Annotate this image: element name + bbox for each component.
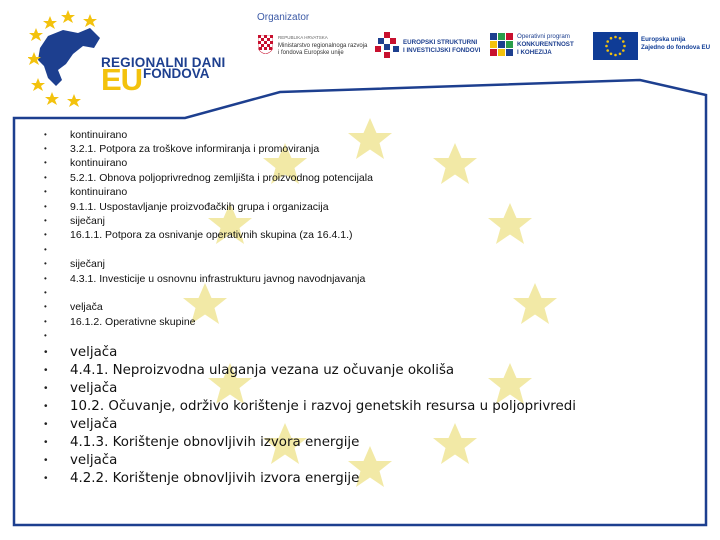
bullet-icon: • bbox=[44, 455, 48, 466]
list-item: veljača bbox=[70, 345, 118, 360]
list-item: 16.1.1. Potpora za osnivanje operativnih skupina (za 16.4.1.) bbox=[70, 229, 353, 241]
bullet-icon: • bbox=[44, 245, 47, 254]
list-item: veljača bbox=[70, 301, 103, 313]
ministry-country: REPUBLIKA HRVATSKA bbox=[278, 35, 328, 40]
bullet-icon: • bbox=[44, 419, 48, 430]
bullet-icon: • bbox=[44, 173, 47, 182]
list-item: veljača bbox=[70, 453, 118, 468]
opk-line1: Operativni program bbox=[517, 33, 570, 40]
opk-mosaic-icon bbox=[490, 33, 514, 57]
esif-line2: I INVESTICIJSKI FONDOVI bbox=[403, 47, 481, 54]
list-item: veljača bbox=[70, 381, 118, 396]
bullet-icon: • bbox=[44, 317, 47, 326]
list-item: 4.1.3. Korištenje obnovljivih izvora energije bbox=[70, 435, 360, 450]
header bbox=[0, 0, 720, 120]
bullet-icon: • bbox=[44, 383, 48, 394]
esif-line1: EUROPSKI STRUKTURNI bbox=[403, 39, 478, 46]
opk-line2: KONKURENTNOST bbox=[517, 41, 574, 48]
logo-title: REGIONALNI DANI bbox=[101, 55, 226, 70]
list-item: kontinuirano bbox=[70, 157, 128, 169]
bullet-icon: • bbox=[44, 230, 47, 239]
list-item: siječanj bbox=[70, 215, 106, 227]
esif-logo bbox=[373, 30, 483, 60]
bullet-icon: • bbox=[44, 274, 47, 283]
list-item: 3.2.1. Potpora za troškove informiranja i promoviranja bbox=[70, 143, 320, 155]
logo-eu: EU bbox=[101, 62, 143, 97]
esif-mosaic-icon bbox=[375, 32, 401, 58]
eu-line1: Europska unija bbox=[641, 36, 686, 43]
bullet-icon: • bbox=[44, 158, 47, 167]
ministry-logo bbox=[258, 34, 370, 60]
opk-line3: I KOHEZIJA bbox=[517, 49, 552, 56]
list-item: 16.1.2. Operativne skupine bbox=[70, 316, 196, 328]
bullet-icon: • bbox=[44, 401, 48, 412]
opk-logo bbox=[490, 30, 590, 60]
bullet-icon: • bbox=[44, 288, 47, 297]
list-item: 9.1.1. Uspostavljanje proizvođačkih grupa i organizacija bbox=[70, 201, 329, 213]
bullet-icon: • bbox=[44, 187, 47, 196]
bullet-icon: • bbox=[44, 365, 48, 376]
eu-line2: Zajedno do fondova EU bbox=[641, 44, 711, 51]
ministry-line1: Ministarstvo regionalnoga razvoja bbox=[278, 42, 368, 49]
list-item: 5.2.1. Obnova poljoprivrednog zemljišta i proizvodnog potencijala bbox=[70, 172, 373, 184]
bullet-icon: • bbox=[44, 302, 47, 311]
eu-flag-icon bbox=[593, 32, 638, 60]
bullet-icon: • bbox=[44, 331, 47, 340]
bullet-icon: • bbox=[44, 216, 47, 225]
list-item: 4.4.1. Neproizvodna ulaganja vezana uz očuvanje okoliša bbox=[70, 363, 455, 378]
list-item: kontinuirano bbox=[70, 129, 128, 141]
croatian-coat-of-arms-icon bbox=[258, 35, 273, 54]
bullet-icon: • bbox=[44, 202, 47, 211]
list-item: siječanj bbox=[70, 258, 106, 270]
croatia-map-logo-icon bbox=[28, 8, 108, 110]
ministry-line2: i fondova Europske unije bbox=[278, 50, 344, 56]
bullet-icon: • bbox=[44, 259, 47, 268]
list-item: kontinuirano bbox=[70, 186, 128, 198]
organizer-label: Organizator bbox=[257, 12, 310, 23]
list-item: 10.2. Očuvanje, održivo korištenje i razvoj genetskih resursa u poljoprivredi bbox=[70, 399, 576, 414]
logo-fondova: FONDOVA bbox=[143, 66, 210, 81]
bullet-icon: • bbox=[44, 473, 48, 484]
bullet-icon: • bbox=[44, 144, 47, 153]
bullet-icon: • bbox=[44, 347, 48, 358]
list-item: veljača bbox=[70, 417, 118, 432]
list-item: 4.2.2. Korištenje obnovljivih izvora energije bbox=[70, 471, 360, 486]
bullet-icon: • bbox=[44, 437, 48, 448]
bullet-icon: • bbox=[44, 130, 47, 139]
list-item: 4.3.1. Investicije u osnovnu infrastrukturu javnog navodnjavanja bbox=[70, 273, 366, 285]
